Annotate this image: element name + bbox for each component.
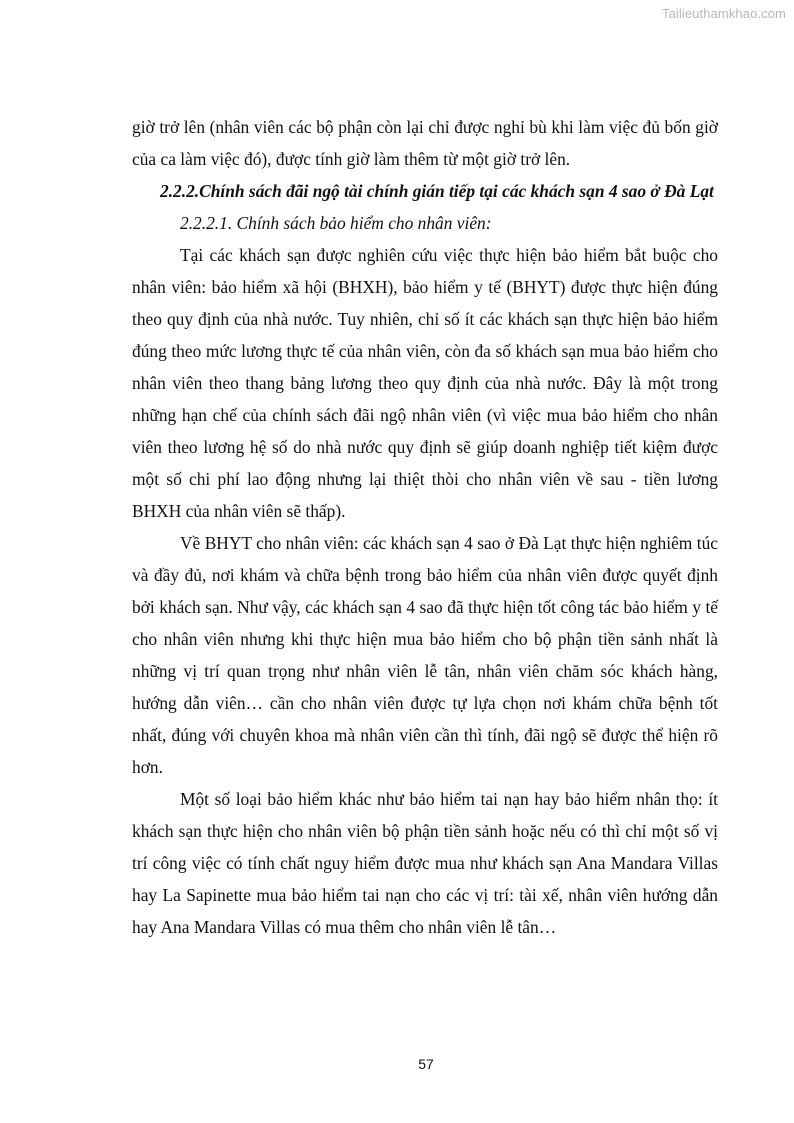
- paragraph-2: Về BHYT cho nhân viên: các khách sạn 4 sao ở Đà Lạt thực hiện nghiêm túc và đầy đủ, nơi khám và chữa bệnh trong bảo hiểm của nhân viên được quyết định bởi khách sạn. Như vậy, các khách sạn 4 sao đã thực hiện tốt công tác bảo hiểm y tế cho nhân viên nhưng khi thực hiện mua bảo hiểm cho bộ phận tiền sảnh nhất là những vị trí quan trọng như nhân viên lễ tân, nhân viên chăm sóc khách hàng, hướng dẫn viên… cần cho nhân viên được tự lựa chọn nơi khám chữa bệnh tốt nhất, đúng với chuyên khoa mà nhân viên cần thì tính, đãi ngộ sẽ được thể hiện rõ hơn.: [132, 533, 718, 777]
- paragraph-intro: giờ trở lên (nhân viên các bộ phận còn lại chỉ được nghỉ bù khi làm việc đủ bốn giờ của ca làm việc đó), được tính giờ làm thêm từ một giờ trở lên.: [132, 117, 718, 169]
- paragraph-1: Tại các khách sạn được nghiên cứu việc thực hiện bảo hiểm bắt buộc cho nhân viên: bảo hiểm xã hội (BHXH), bảo hiểm y tế (BHYT) được thực hiện đúng theo quy định của nhà nước. Tuy nhiên, chỉ số ít các khách sạn thực hiện bảo hiểm đúng theo mức lương thực tế của nhân viên, còn đa số khách sạn mua bảo hiểm cho nhân viên theo thang bảng lương theo quy định của nhà nước. Đây là một trong những hạn chế của chính sách đãi ngộ nhân viên (vì việc mua bảo hiểm cho nhân viên theo lương hệ số do nhà nước quy định sẽ giúp doanh nghiệp tiết kiệm được một số chi phí lao động nhưng lại thiệt thòi cho nhân viên về sau - tiền lương BHXH của nhân viên sẽ thấp).: [132, 245, 718, 521]
- document-body: [132, 111, 718, 943]
- subsection-heading: 2.2.2.1. Chính sách bảo hiểm cho nhân viên:: [180, 213, 492, 233]
- section-heading: 2.2.2.Chính sách đãi ngộ tài chính gián tiếp tại các khách sạn 4 sao ở Đà Lạt: [160, 181, 714, 201]
- page-number: 57: [418, 1056, 434, 1072]
- watermark: Tailieuthamkhao.com: [661, 6, 786, 21]
- paragraph-3: Một số loại bảo hiểm khác như bảo hiểm tai nạn hay bảo hiểm nhân thọ: ít khách sạn thực hiện cho nhân viên bộ phận tiền sảnh hoặc nếu có thì chỉ một số vị trí công việc có tính chất nguy hiểm được mua như khách sạn Ana Mandara Villas hay La Sapinette mua bảo hiểm tai nạn cho các vị trí: tài xế, nhân viên hướng dẫn hay Ana Mandara Villas có mua thêm cho nhân viên lễ tân…: [132, 789, 718, 937]
